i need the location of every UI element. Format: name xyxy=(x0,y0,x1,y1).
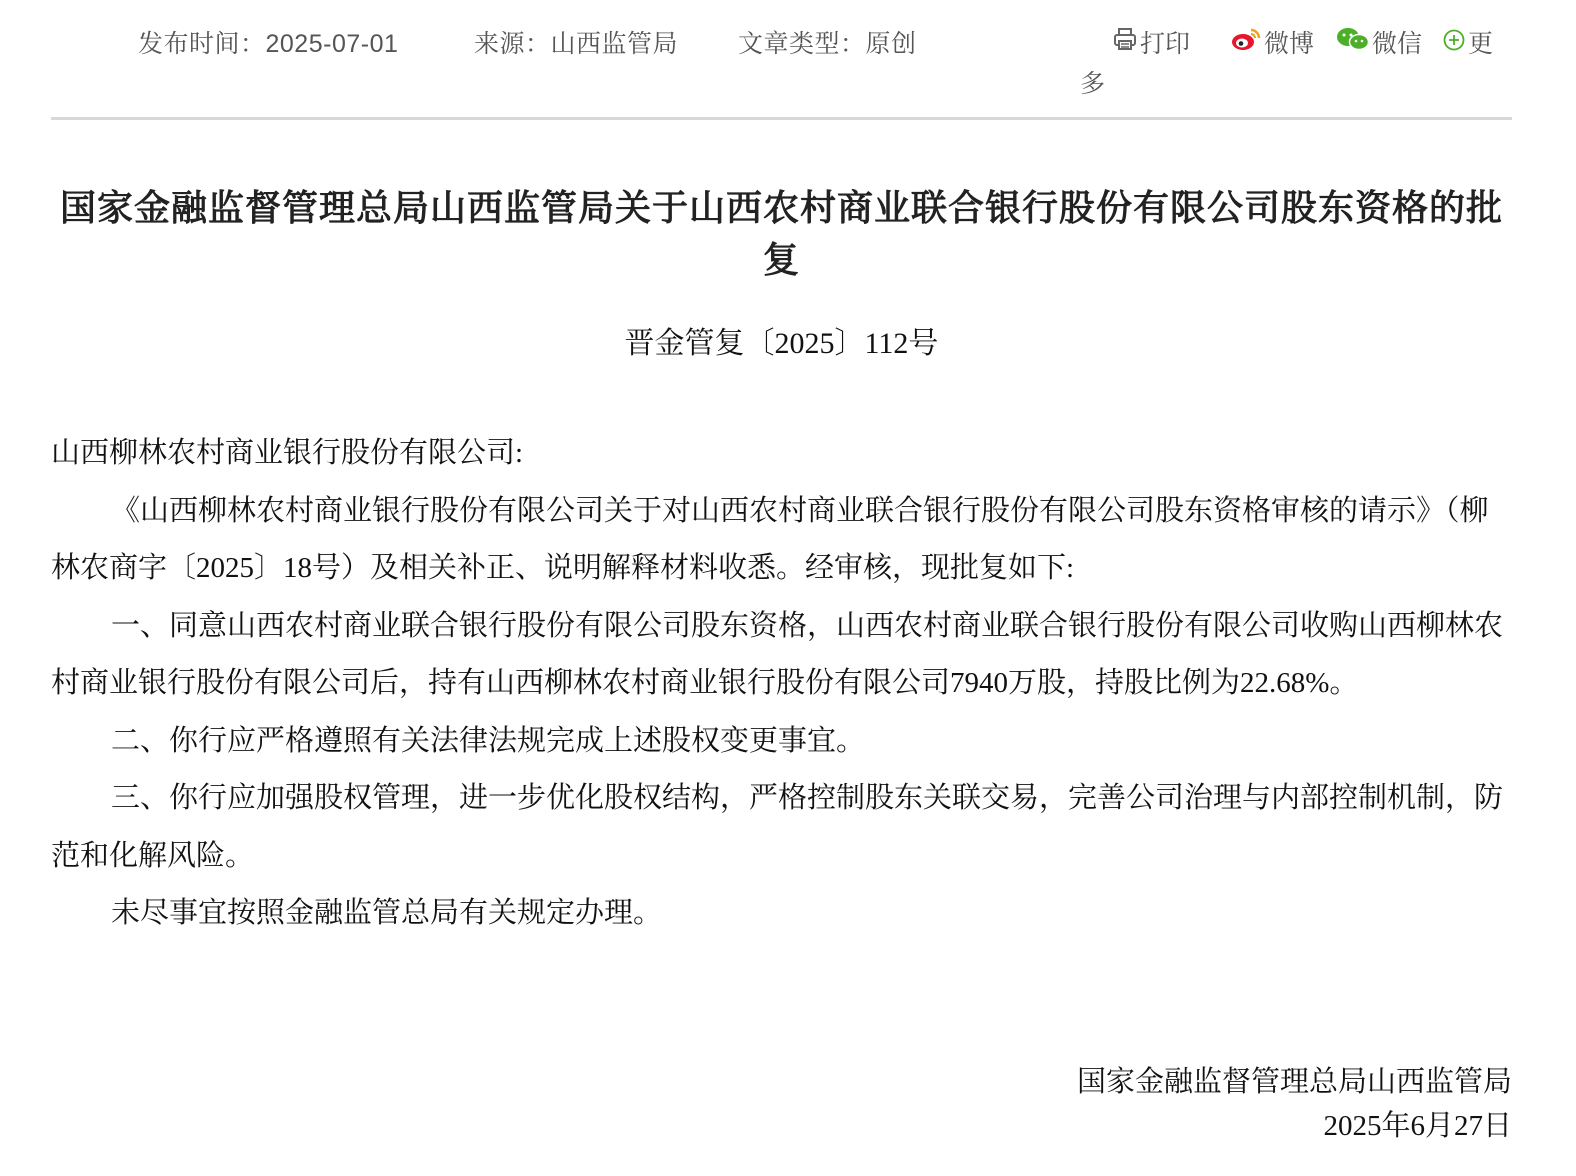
print-label: 打印 xyxy=(1140,30,1191,58)
print-button[interactable] xyxy=(1112,24,1190,60)
more-label: 更 xyxy=(1468,30,1494,58)
item-two-paragraph: 二、你行应严格遵照有关法律法规完成上述股权变更事宜。 xyxy=(111,724,866,757)
header-divider xyxy=(51,117,1512,120)
more-label-wrap[interactable]: 多 xyxy=(1080,70,1106,98)
plus-circle-icon xyxy=(1442,27,1466,58)
signature-date: 2025年6月27日 xyxy=(1323,1110,1512,1142)
document-number: 晋金管复〔2025〕112号 xyxy=(624,327,939,360)
article-title: 国家金融监督管理总局山西监管局关于山西农村商业联合银行股份有限公司股东资格的批复 xyxy=(59,187,1503,281)
wechat-icon xyxy=(1336,26,1370,59)
signature-block xyxy=(1077,1060,1512,1148)
closing-paragraph: 未尽事宜按照金融监管总局有关规定办理。 xyxy=(111,897,663,929)
more-share-button[interactable] xyxy=(1442,24,1493,60)
item-three-paragraph: 三、你行应加强股权管理，进一步优化股权结构，严格控制股东关联交易，完善公司治理与内部控制机制，防范和化解风险。 xyxy=(51,782,1504,872)
article-source: 来源：山西监管局 xyxy=(474,30,679,58)
printer-icon xyxy=(1112,26,1138,59)
publish-time: 发布时间：2025-07-01 xyxy=(138,30,399,58)
salutation: 山西柳林农村商业银行股份有限公司: xyxy=(51,437,524,469)
wechat-label: 微信 xyxy=(1372,30,1423,58)
article-body xyxy=(51,425,1512,943)
signature-organization: 国家金融监督管理总局山西监管局 xyxy=(1076,1066,1512,1098)
weibo-label: 微博 xyxy=(1264,30,1315,58)
article-meta-bar xyxy=(0,0,1576,118)
wechat-share-button[interactable] xyxy=(1336,24,1422,60)
article-type: 文章类型：原创 xyxy=(738,30,917,58)
intro-paragraph: 《山西柳林农村商业银行股份有限公司关于对山西农村商业联合银行股份有限公司股东资格审核的请示》（柳林农商字〔2025〕18号）及相关补正、说明解释材料收悉。经审核，现批复如下: xyxy=(51,494,1489,584)
weibo-icon xyxy=(1230,26,1262,59)
item-one-paragraph: 一、同意山西农村商业联合银行股份有限公司股东资格，山西农村商业联合银行股份有限公司收购山西柳林农村商业银行股份有限公司后，持有山西柳林农村商业银行股份有限公司7940万股，持股比例为22.68%。 xyxy=(51,609,1504,699)
weibo-share-button[interactable] xyxy=(1230,24,1314,60)
